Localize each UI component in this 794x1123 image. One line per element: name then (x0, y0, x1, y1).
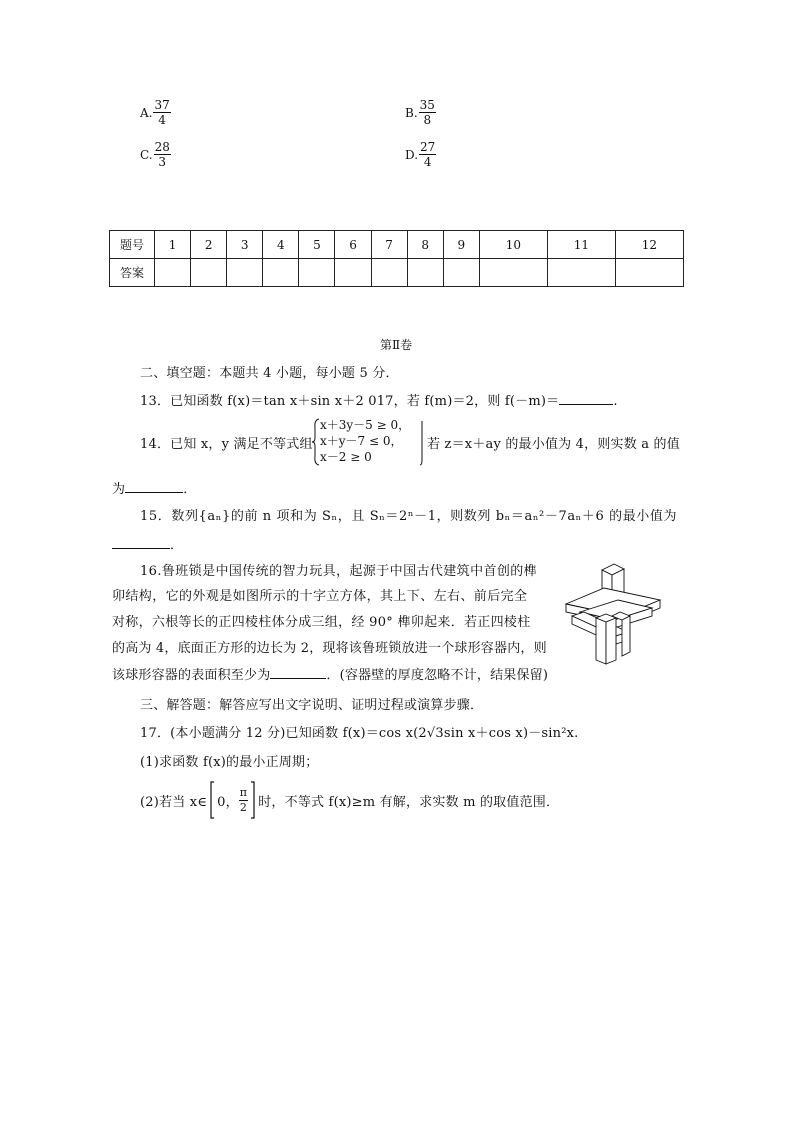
inequality-1: x＋3y－5 ≥ 0， (320, 418, 411, 432)
answer-cell[interactable] (335, 259, 371, 287)
option-c-fraction (154, 140, 171, 169)
question-13-text: 13．已知函数 f(x)＝tan x＋sin x＋2 017，若 f(m)＝2，则 f(－m)＝ (140, 394, 560, 409)
option-a-numerator: 37 (154, 98, 170, 112)
volume-title: 第Ⅱ卷 (380, 338, 413, 352)
option-b-numerator: 35 (419, 98, 435, 112)
interval-denominator: 2 (239, 800, 248, 814)
answer-cell[interactable] (547, 259, 615, 287)
question-16-line-4: 的高为 4，底面正方形的边长为 2，现将该鲁班锁放进一个球形容器内，则 (112, 641, 547, 656)
question-14-line2-end: ． (183, 482, 197, 497)
question-16-line-1: 16.鲁班锁是中国传统的智力玩具，起源于中国古代建筑中首创的榫 (140, 564, 538, 579)
option-b-letter: B. (405, 105, 418, 120)
question-13 (140, 390, 618, 409)
question-15-blank[interactable] (112, 548, 170, 549)
answer-cell[interactable] (155, 259, 191, 287)
right-interval-bracket-icon (250, 781, 256, 819)
interval-numerator: π (239, 785, 248, 799)
question-number-cell: 8 (407, 231, 443, 259)
question-14-line2-start: 为 (112, 482, 126, 497)
option-c-letter: C. (140, 147, 153, 162)
answer-cell[interactable] (263, 259, 299, 287)
right-bracket-icon (419, 420, 425, 466)
question-15-text: 15．数列{aₙ}的前 n 项和为 Sₙ，且 Sₙ＝2ⁿ－1，则数列 bₙ＝aₙ²－7aₙ＋6 的最小值为 (140, 509, 678, 524)
answer-cell[interactable] (407, 259, 443, 287)
option-c-denominator: 3 (158, 155, 167, 169)
question-16-line-5-start: 该球形容器的表面积至少为 (112, 668, 271, 683)
question-14-line2 (112, 478, 196, 497)
option-d (405, 140, 436, 169)
answer-table-header-label: 题号 (110, 231, 155, 259)
question-16-blank[interactable] (270, 678, 326, 679)
answer-cell[interactable] (479, 259, 547, 287)
question-number-cell: 10 (479, 231, 547, 259)
option-d-numerator: 27 (420, 140, 436, 154)
question-number-cell: 3 (227, 231, 263, 259)
question-number-cell: 6 (335, 231, 371, 259)
answer-table-answer-row (110, 259, 684, 287)
option-a-denominator: 4 (158, 113, 166, 127)
option-a-fraction (153, 98, 170, 127)
answer-table (109, 230, 684, 287)
option-c-numerator: 28 (154, 140, 170, 154)
question-number-cell: 4 (263, 231, 299, 259)
question-number-cell: 9 (443, 231, 479, 259)
question-number-cell: 2 (191, 231, 227, 259)
question-number-cell: 12 (615, 231, 683, 259)
question-number-cell: 11 (547, 231, 615, 259)
question-16-line-5 (112, 664, 548, 683)
question-number-cell: 5 (299, 231, 335, 259)
option-a-letter: A. (140, 105, 153, 120)
question-15-line2-end: ． (170, 538, 184, 553)
answer-table-number-row (110, 231, 684, 259)
answer-cell[interactable] (227, 259, 263, 287)
question-17-part-2-start: (2)若当 x∈ (140, 794, 208, 810)
interval-left-value: 0， (217, 794, 239, 810)
question-13-blank[interactable] (559, 404, 613, 405)
question-17-part-2-end: 时，不等式 f(x)≥m 有解，求实数 m 的取值范围． (258, 794, 560, 810)
section-2-heading: 二、填空题：本题共 4 小题，每小题 5 分． (140, 366, 399, 381)
question-14-blank[interactable] (125, 492, 183, 493)
section-3-heading: 三、解答题：解答应写出文字说明、证明过程或演算步骤． (140, 698, 484, 713)
option-c (140, 140, 171, 169)
question-16-line-2: 卯结构，它的外观是如图所示的十字立方体，其上下、左右、前后完全 (112, 589, 528, 604)
option-a (140, 98, 171, 127)
answer-cell[interactable] (299, 259, 335, 287)
inequality-2: x＋y－7 ≤ 0， (320, 434, 403, 448)
answer-cell[interactable] (443, 259, 479, 287)
answer-cell[interactable] (191, 259, 227, 287)
question-15-line2 (112, 534, 183, 553)
question-16-line-5-end: ．(容器壁的厚度忽略不计，结果保留) (326, 668, 549, 683)
luban-lock-figure (562, 560, 662, 670)
question-17-main: 17．(本小题满分 12 分)已知函数 f(x)＝cos x(2√3sin x＋cos x)－sin²x. (140, 726, 579, 741)
answer-cell[interactable] (615, 259, 683, 287)
answer-cell[interactable] (371, 259, 407, 287)
answer-table-answer-label: 答案 (110, 259, 155, 287)
option-b (405, 98, 436, 127)
inequality-3: x－2 ≥ 0 (320, 450, 372, 464)
question-16-line-3: 对称，六根等长的正四棱柱体分成三组，经 90° 榫卯起来．若正四棱柱 (112, 615, 531, 630)
question-17-part-1: (1)求函数 f(x)的最小正周期； (140, 755, 319, 770)
question-14-lead: 14．已知 x，y 满足不等式组 (140, 437, 313, 452)
left-brace-icon (312, 418, 320, 466)
question-17-part-2 (140, 780, 559, 820)
interval-right-fraction (239, 786, 248, 815)
question-14-tail: 若 z＝x＋ay 的最小值为 4，则实数 a 的值 (427, 437, 680, 452)
option-d-letter: D. (405, 147, 419, 162)
left-interval-bracket-icon (209, 781, 215, 819)
option-d-fraction (419, 140, 436, 169)
option-b-denominator: 8 (423, 113, 432, 127)
question-number-cell: 7 (371, 231, 407, 259)
question-number-cell: 1 (155, 231, 191, 259)
option-d-denominator: 4 (423, 155, 432, 169)
question-13-end: . (613, 394, 618, 409)
option-b-fraction (419, 98, 436, 127)
